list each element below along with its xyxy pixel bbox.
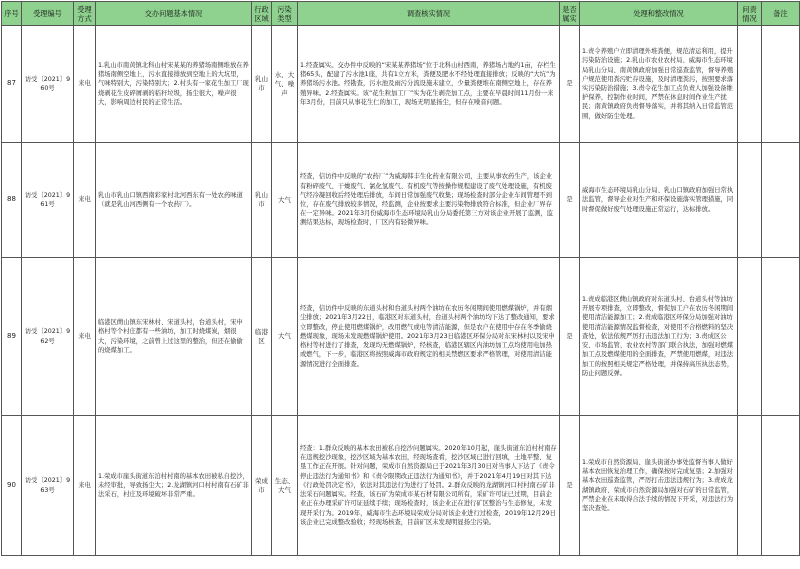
cell-investigation: 经查，信访件中反映的东道头村和台道头村两个油坊在农历冬闲期间使用燃煤锅炉，并有烟尘排放；2021年3月22日，临港区对东道头村，台道头村两个油坊均下达了整改通知，要求立即整改，停止使用燃煤锅炉，改用燃气或电等清洁能源，但是农户在使用中存在冬季偷烧燃煤现象，现场未发现燃煤锅炉使用。2021年3月23日临港区环保分局对东宋林村以及宋申格村等村进行了排查，发现均无燃煤锅炉，经核查，临港区辖区内油坊加工点均使用电加热或燃气，下一步，临港区将按照威海市政府规定的相关禁燃区要求严格管理，对使用清洁能源情况进行全面排查。	[298, 258, 560, 416]
cell-investigation: 经查：1.群众反映的基本农田被私自挖沙问题属实。2020年10月起，崖头街道东泊村村南存在违规挖沙现象，挖沙区域为基本农田，经现场查看，挖沙区域已进行回填，土地平整、复垦工作正在开展。针对问题，荣成市自然资源局已于2021年3月30日对当事人下达了《责令停止违法行为通知书》和《责令限期改正违法行为通知书》，并于2021年4月19日对其下达《行政处罚决定书》，依法对其违法行为进行了处罚。2.群众反映的龙湖镇河口村村南石矿非法采石问题属实。经查，该石矿为荣成市某石材有限公司所有，采矿许可证已过期，目前企业正在办理采矿许可证延续手续；现场检查时，该企业正在进行矿区整治与生态修复，未发现开采行为。2019年，威海市生态环境局荣成分局对该企业进行过检查，2019年12月29日该企业已完成整改验收；经现场核查，目前矿区未发现明显扬尘污染。	[298, 416, 560, 556]
cell-accept-no: 访受〔2021〕962号	[22, 258, 74, 416]
cell-accountability	[738, 258, 762, 416]
header-investigation: 调查核实情况	[298, 2, 560, 26]
cell-issue: 乳山市乳山口镇西南彩家村北河西东有一处农药味道（就是乳山河西侧有一个农药厂）。	[96, 143, 252, 258]
cell-handling: 1.责成临港区蔄山镇政府对东道头村、台道头村等油坊开展专项排查，立即整改，督促加工户在农历冬闲期间使用清洁能源加工；2.责成临港区环保分局加强对油坊使用清洁能源情况监督检查，对使用不合格燃料的坚决查处，依法依规严厉打击违法加工行为；3.责成区公安、市场监管、农业农村等部门联合执法，加强对燃煤加工点及燃煤使用的全面排查，严禁使用燃煤，对违法加工的按照相关规定严格处理，并保持高压执法态势，防止问题反弹。	[580, 258, 738, 416]
complaint-table	[1, 1, 800, 556]
cell-seq: 87	[2, 26, 22, 143]
cell-remark	[762, 143, 800, 258]
cell-accept-no: 访受〔2021〕963号	[22, 416, 74, 556]
table-row	[2, 416, 800, 556]
header-handling: 处理和整改情况	[580, 2, 738, 26]
header-pollution: 污染类型	[272, 2, 298, 26]
header-remark: 备注	[762, 2, 800, 26]
cell-method: 来电	[74, 143, 96, 258]
header-accept-no: 受理编号	[22, 2, 74, 26]
cell-accountability	[738, 26, 762, 143]
cell-method: 来电	[74, 416, 96, 556]
cell-verified: 是	[560, 26, 580, 143]
cell-remark	[762, 258, 800, 416]
cell-handling: 1.责令养殖户立即清理外堆粪便，规范清运利用，提升污染防治设施；2.乳山市农业农村局、威海市生态环境局乳山分局、南黄镇政府加强日常巡查监管，督导养殖户规范使用粪污贮存设施，及时清理粪污，按照要求落实污染防治措施；3.责令花生加工点负责人加强设备维护保养，控制作业时间，严禁在休息时间作业生产扰民；南黄镇政府负责督导落实，并将其纳入日常监管范围，做好防尘处理。	[580, 26, 738, 143]
cell-seq: 89	[2, 258, 22, 416]
cell-issue: 1.荣成市崖头街道东泊村村南的基本农田被私自挖沙，未经审批，导致扬尘大；2.龙湖镇河口村村南有石矿非法采石，村庄及环境破坏非常严重。	[96, 416, 252, 556]
cell-investigation: 经查，信访件中反映的“农药厂”为威海韩丰生化药业有限公司，主要从事农药生产，该企业有粉碎废气、干燥废气、氯化氢废气、有机废气等按操作规程建设了废气处理设施，有机废气经冷凝回收后经处理后排放，车间日常加强废气收集；现场检查时部分企业车间管理不到位，存在废气排放较多情况，经监测，企业按要求主要污染物排放符合标准，但企业厂界存在一定异味。2021年3月份威海市生态环境局乳山分局委托第三方对该企业开展了监测，监测结果达标，现场检查时，厂区内有轻微异味。	[298, 143, 560, 258]
cell-handling: 1.荣成市自然资源局、崖头街道办事处监督当事人做好基本农田恢复治理工作，确保按时完成复垦；2.加强对基本农田巡查监管，严厉打击违法违规行为；3.责成龙湖镇政府、荣成市自然资源局加强对石矿的日常监管，严禁企业在未取得合法手续的情况下开采，对违法行为坚决查处。	[580, 416, 738, 556]
cell-verified: 是	[560, 258, 580, 416]
cell-handling: 威海市生态环境局乳山分局、乳山口镇政府加强日常执法监管，督导企业对生产和环保设施落实管理措施，同时督促做好废气处理设施正常运行，达标排放。	[580, 143, 738, 258]
header-issue: 交办问题基本情况	[96, 2, 252, 26]
complaint-report-sheet	[1, 1, 799, 567]
cell-pollution: 大气	[272, 143, 298, 258]
cell-verified: 是	[560, 416, 580, 556]
cell-remark	[762, 416, 800, 556]
cell-pollution: 水、大气、噪声	[272, 26, 298, 143]
cell-seq: 88	[2, 143, 22, 258]
header-region: 行政区域	[252, 2, 272, 26]
cell-issue: 临港区蔄山镇东宋林村、宋道头村，台道头村，宋申格村等个村庄都有一些油坊，加工时烧煤炭，烟很大，污染环境，之前曾上过这里的整治，但还在偷偷的烧煤加工。	[96, 258, 252, 416]
cell-region: 乳山市	[252, 143, 272, 258]
header-method: 受理方式	[74, 2, 96, 26]
cell-method: 来电	[74, 258, 96, 416]
header-row	[2, 2, 800, 26]
cell-accountability	[738, 416, 762, 556]
cell-method: 来电	[74, 26, 96, 143]
cell-issue: 1.乳山市南黄镇北科山村宋某某的养猪场南侧堆放在养猪场南侧空地上，污水直接排放到空地上的大坑里，气味特别大，污染特别大；2.村头有一家花生加工厂现烧剥花生皮碎屑剥的秸秆垃圾，扬尘很大，噪声很大，影响周边村民的正常生活。	[96, 26, 252, 143]
cell-verified: 是	[560, 143, 580, 258]
cell-accountability	[738, 143, 762, 258]
cell-region: 乳山市	[252, 26, 272, 143]
cell-accept-no: 访受〔2021〕960号	[22, 26, 74, 143]
cell-seq: 90	[2, 416, 22, 556]
cell-accept-no: 访受〔2021〕961号	[22, 143, 74, 258]
cell-pollution: 生态、大气	[272, 416, 298, 556]
header-seq: 序号	[2, 2, 22, 26]
table-row	[2, 258, 800, 416]
header-accountability: 问责情况	[738, 2, 762, 26]
table-row	[2, 26, 800, 143]
cell-region: 临港区	[252, 258, 272, 416]
cell-pollution: 大气	[272, 258, 298, 416]
table-row	[2, 143, 800, 258]
header-verified: 是否属实	[560, 2, 580, 26]
cell-region: 荣成市	[252, 416, 272, 556]
cell-remark	[762, 26, 800, 143]
cell-investigation: 1.经查属实。交办件中反映的“宋某某养猪场”位于北科山村西南，养猪场占地约1亩，存栏生猪65头，配建了污水池1座，共有1立方米，粪便及肥水不经处理直接排放；反映的“大坑”为养猪场污水池。经勘查，污水池及雨污分流设施未建立，少量粪便堆在南侧空地上，存在养殖异味。2.经查属实。该“花生粒加工厂”实为花生剥壳加工点，主要在早晨时间11月份一来年3月份，目前只从事花生仁的加工，现场无明显扬尘，但存在噪音问题。	[298, 26, 560, 143]
